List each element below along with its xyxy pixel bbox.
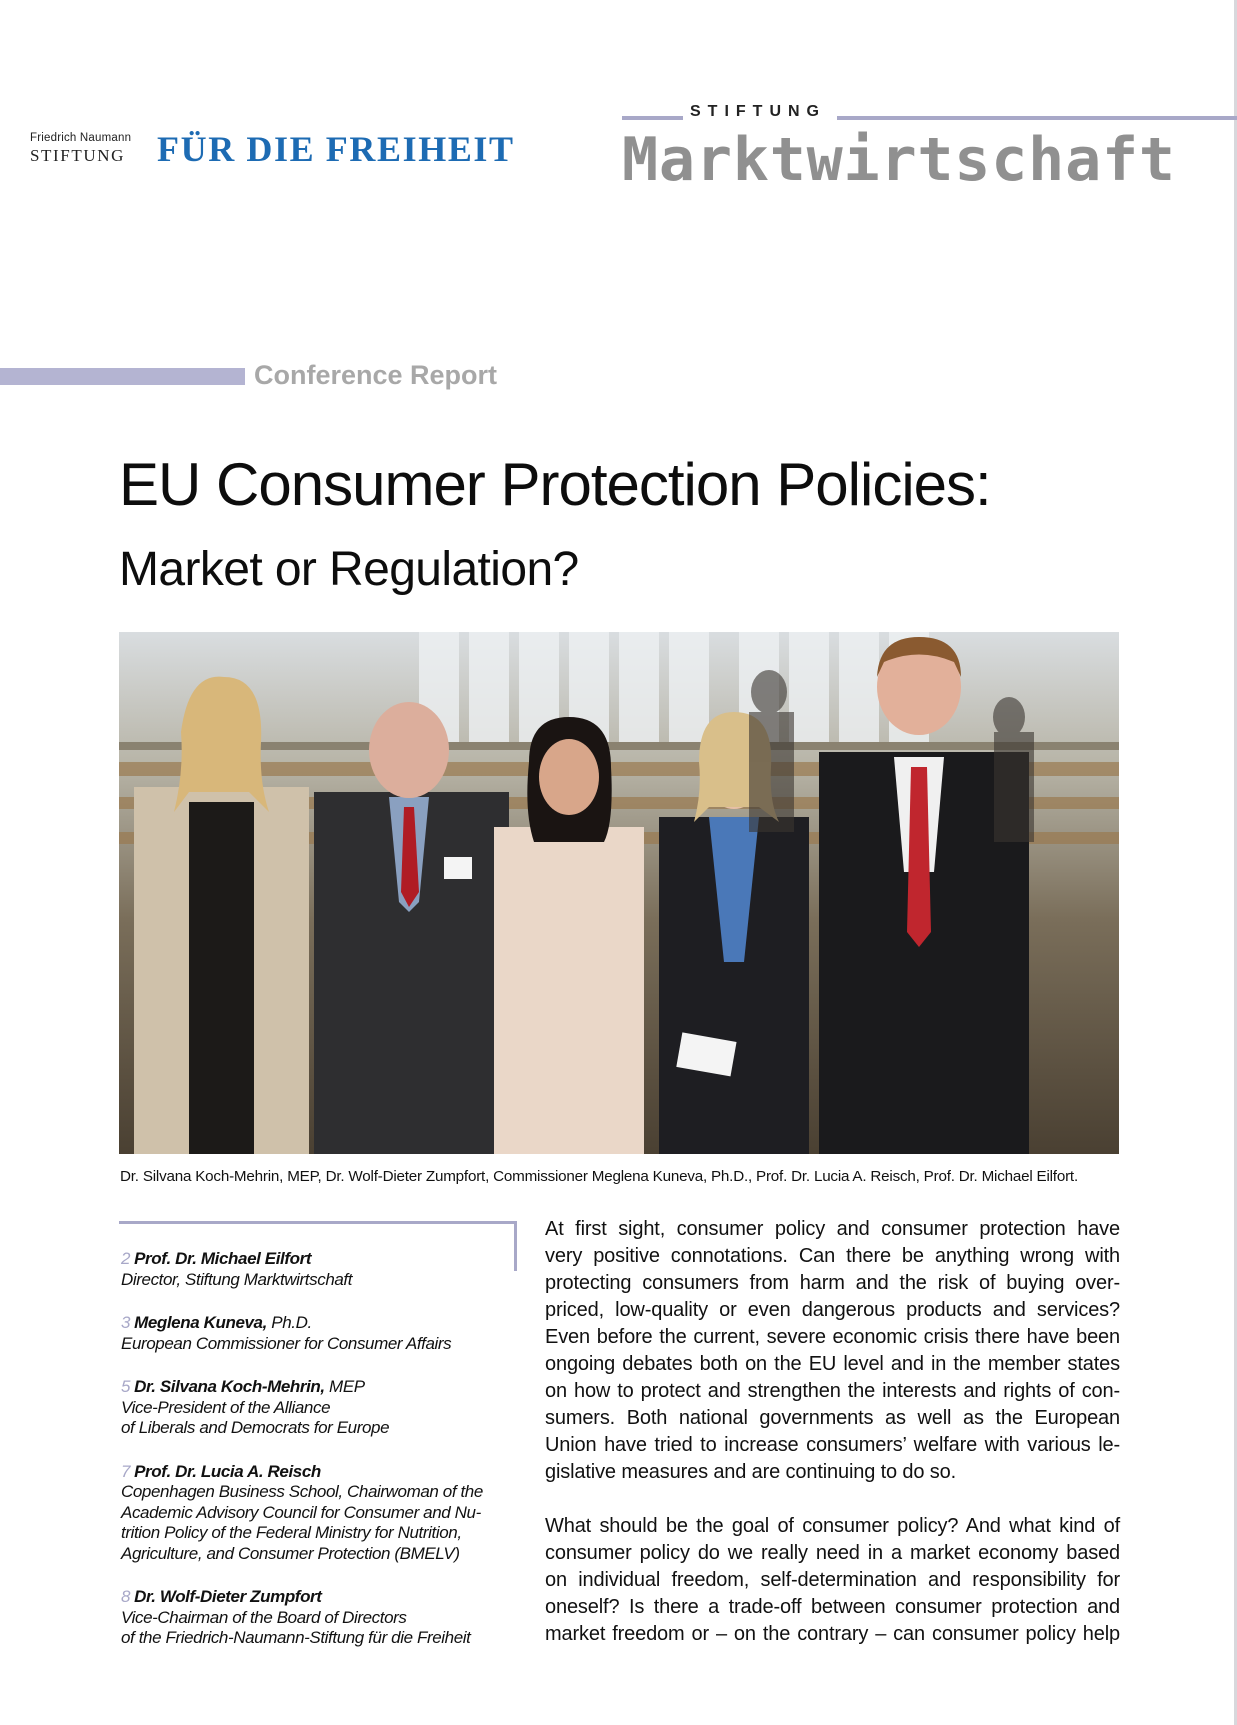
group-photo-image <box>119 632 1119 1154</box>
smw-logo-rule-left <box>622 116 683 120</box>
speaker-name: Dr. Silvana Koch-Mehrin, <box>134 1377 325 1396</box>
speaker-role: Vice-President of the Alliance <box>121 1397 331 1417</box>
smw-logo-rule-right <box>837 116 1237 120</box>
speaker-role: Director, Stiftung Marktwirtschaft <box>121 1269 353 1289</box>
speaker-name: Dr. Wolf-Dieter Zumpfort <box>134 1587 322 1606</box>
text-line: Union have tried to increase consumers’ welfare with various le- <box>545 1434 1120 1456</box>
speaker-page-number: 5 <box>121 1377 131 1396</box>
speakers-list <box>121 1249 516 1672</box>
text-line: protecting consumers from harm and the risk of buying over- <box>545 1272 1120 1294</box>
text-line: oneself? Is there a trade-off between consumer protection and <box>545 1596 1120 1618</box>
article-paragraph <box>545 1513 1120 1648</box>
photo-caption: Dr. Silvana Koch-Mehrin, MEP, Dr. Wolf-Dieter Zumpfort, Commissioner Meglena Kuneva, Ph.D., Prof. Dr. Lucia A. Reisch, Prof. Dr. Michael Eilfort. <box>120 1168 1078 1185</box>
fnf-logo-name: FÜR DIE FREIHEIT <box>157 129 515 169</box>
page-title: EU Consumer Protection Policies: <box>119 451 991 518</box>
speaker-entry <box>121 1462 516 1565</box>
speaker-role: European Commissioner for Consumer Affairs <box>121 1333 452 1353</box>
text-line: Even before the current, severe economic crisis there have been <box>545 1326 1120 1348</box>
speaker-role: trition Policy of the Federal Ministry for Nutrition, <box>121 1523 462 1542</box>
speaker-role: of Liberals and Democrats for Europe <box>121 1418 390 1437</box>
speaker-name: Prof. Dr. Michael Eilfort <box>134 1249 312 1268</box>
text-line: on how to protect and strengthen the interests and rights of con- <box>545 1380 1120 1402</box>
fnf-logo-line2: STIFTUNG <box>30 146 125 165</box>
section-label: Conference Report <box>254 360 498 390</box>
group-photo <box>119 632 1119 1154</box>
section-bar <box>0 368 245 385</box>
text-line: consumer policy do we really need in a market economy based <box>545 1542 1120 1564</box>
speaker-role: Copenhagen Business School, Chairwoman of the <box>121 1482 483 1501</box>
fnf-logo <box>30 129 560 169</box>
speaker-page-number: 7 <box>121 1461 131 1481</box>
text-line: What should be the goal of consumer policy? And what kind of <box>545 1515 1120 1537</box>
speaker-entry <box>121 1587 516 1649</box>
speaker-role: Vice-Chairman of the Board of Directors <box>121 1607 407 1627</box>
speaker-name-suffix: MEP <box>324 1377 365 1396</box>
speaker-name: Prof. Dr. Lucia A. Reisch <box>134 1461 321 1481</box>
article-body <box>545 1216 1120 1648</box>
speaker-page-number: 3 <box>121 1313 131 1332</box>
text-line: priced, low-quality or even dangerous products and services? <box>545 1299 1120 1321</box>
speaker-role: Academic Advisory Council for Consumer and Nu- <box>121 1502 481 1522</box>
text-line: very positive connotations. Can there be anything wrong with <box>545 1245 1120 1267</box>
article-paragraph <box>545 1216 1120 1486</box>
speaker-entry <box>121 1313 516 1354</box>
fnf-logo-line1: Friedrich Naumann <box>30 132 132 144</box>
text-line: market freedom or – on the contrary – can consumer policy help <box>545 1623 1120 1645</box>
text-line: At first sight, consumer policy and consumer protection have <box>545 1218 1120 1240</box>
smw-logo-name: Marktwirtschaft <box>622 125 1176 195</box>
text-line: sumers. Both national governments as well as the European <box>545 1407 1120 1429</box>
speaker-entry <box>121 1377 516 1439</box>
text-line: ongoing debates both on the EU level and in the member states <box>545 1353 1120 1375</box>
speaker-role: of the Friedrich-Naumann-Stiftung für die Freiheit <box>121 1628 471 1647</box>
page-subtitle: Market or Regulation? <box>119 543 579 596</box>
speaker-page-number: 8 <box>121 1587 131 1606</box>
speaker-name-suffix: Ph.D. <box>266 1313 312 1332</box>
smw-logo <box>622 100 1237 195</box>
text-line: on individual freedom, self-determination and responsibility for <box>545 1569 1120 1591</box>
speaker-entry <box>121 1249 516 1290</box>
speaker-role: Agriculture, and Consumer Protection (BMELV) <box>121 1543 460 1563</box>
smw-logo-stiftung: STIFTUNG <box>690 103 826 120</box>
speaker-page-number: 2 <box>121 1249 131 1268</box>
speaker-name: Meglena Kuneva, <box>134 1313 267 1332</box>
text-line: gislative measures and are continuing to do so. <box>545 1461 956 1483</box>
